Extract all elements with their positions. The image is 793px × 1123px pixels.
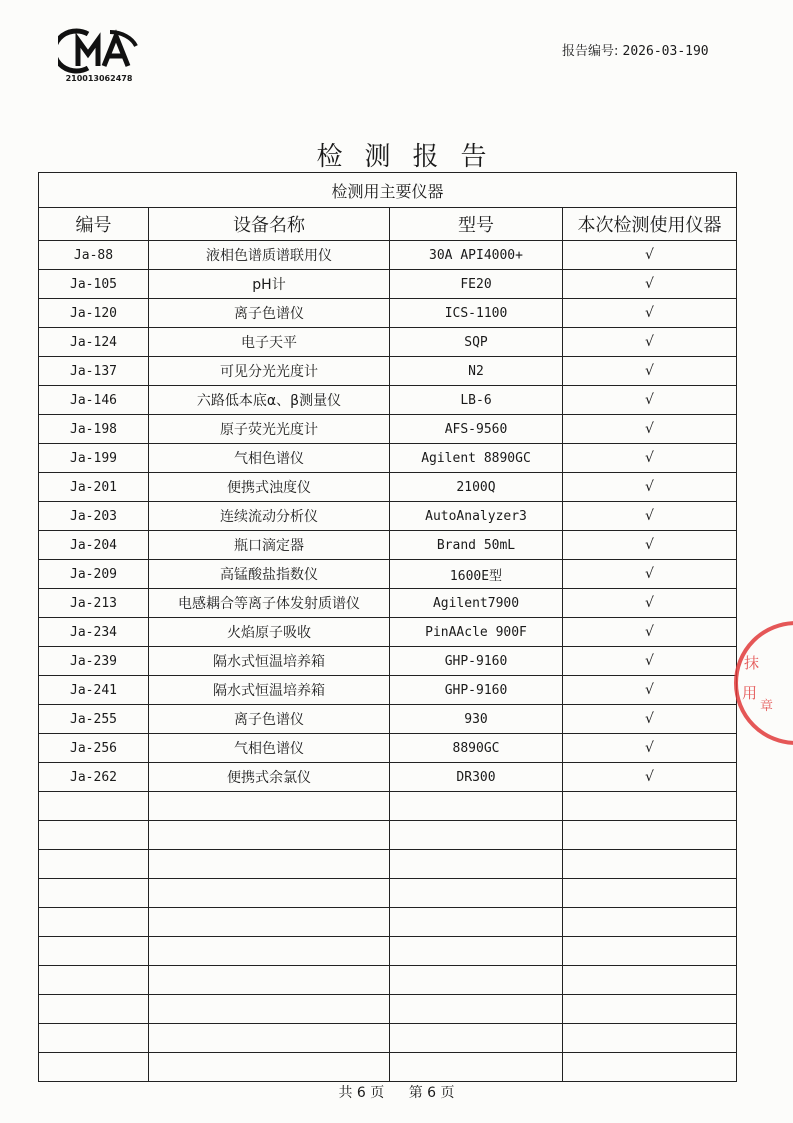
empty-cell (390, 821, 563, 850)
cell-name: 火焰原子吸收 (149, 618, 390, 647)
column-header-used: 本次检测使用仪器 (563, 208, 737, 241)
empty-cell (563, 1024, 737, 1053)
table-row (39, 618, 737, 647)
cell-used: √ (563, 705, 737, 734)
empty-cell (39, 850, 149, 879)
cma-number: 210013062478 (65, 74, 133, 83)
empty-cell (149, 850, 390, 879)
table-row (39, 763, 737, 792)
empty-cell (563, 908, 737, 937)
empty-cell (563, 792, 737, 821)
cell-used: √ (563, 415, 737, 444)
empty-cell (390, 879, 563, 908)
cell-name: 便携式浊度仪 (149, 473, 390, 502)
empty-row (39, 821, 737, 850)
cell-model: AFS-9560 (390, 415, 563, 444)
cell-used: √ (563, 618, 737, 647)
cell-name: 离子色谱仪 (149, 299, 390, 328)
empty-cell (39, 879, 149, 908)
empty-cell (390, 850, 563, 879)
table-row (39, 705, 737, 734)
table-row (39, 270, 737, 299)
cell-name: 电子天平 (149, 328, 390, 357)
empty-cell (149, 966, 390, 995)
cell-used: √ (563, 328, 737, 357)
empty-cell (563, 995, 737, 1024)
cell-used: √ (563, 531, 737, 560)
table-row (39, 444, 737, 473)
cell-name: 可见分光光度计 (149, 357, 390, 386)
table-row (39, 415, 737, 444)
cell-used: √ (563, 734, 737, 763)
empty-cell (390, 937, 563, 966)
column-header-id: 编号 (39, 208, 149, 241)
table-row (39, 241, 737, 270)
cell-model: 930 (390, 705, 563, 734)
cell-id: Ja-239 (39, 647, 149, 676)
cma-logo (58, 28, 140, 90)
empty-row (39, 908, 737, 937)
empty-cell (149, 879, 390, 908)
cell-name: 六路低本底α、β测量仪 (149, 386, 390, 415)
cell-model: N2 (390, 357, 563, 386)
cell-model: GHP-9160 (390, 676, 563, 705)
table-row (39, 531, 737, 560)
empty-cell (39, 995, 149, 1024)
column-header-model: 型号 (390, 208, 563, 241)
table-row (39, 357, 737, 386)
cell-name: pH计 (149, 270, 390, 299)
empty-row (39, 1024, 737, 1053)
table-row (39, 386, 737, 415)
cell-id: Ja-256 (39, 734, 149, 763)
empty-cell (149, 792, 390, 821)
table-row (39, 502, 737, 531)
empty-cell (149, 821, 390, 850)
table-row (39, 328, 737, 357)
cell-id: Ja-204 (39, 531, 149, 560)
table-row (39, 589, 737, 618)
empty-cell (563, 937, 737, 966)
empty-cell (149, 908, 390, 937)
cell-model: Agilent 8890GC (390, 444, 563, 473)
cell-model: DR300 (390, 763, 563, 792)
column-header-name: 设备名称 (149, 208, 390, 241)
table-row (39, 473, 737, 502)
table-caption: 检测用主要仪器 (39, 173, 737, 208)
cell-name: 隔水式恒温培养箱 (149, 676, 390, 705)
cell-model: AutoAnalyzer3 (390, 502, 563, 531)
empty-cell (149, 937, 390, 966)
cell-name: 瓶口滴定器 (149, 531, 390, 560)
cell-id: Ja-203 (39, 502, 149, 531)
cell-id: Ja-120 (39, 299, 149, 328)
document-title: 检测报告 (316, 142, 509, 172)
cell-id: Ja-146 (39, 386, 149, 415)
empty-cell (39, 908, 149, 937)
cell-used: √ (563, 473, 737, 502)
cell-used: √ (563, 763, 737, 792)
cell-model: Brand 50mL (390, 531, 563, 560)
cell-used: √ (563, 676, 737, 705)
cell-model: Agilent7900 (390, 589, 563, 618)
cell-used: √ (563, 589, 737, 618)
empty-cell (390, 792, 563, 821)
empty-cell (563, 850, 737, 879)
table-row (39, 647, 737, 676)
report-number-value: 2026-03-190 (622, 44, 709, 59)
cell-model: 1600E型 (390, 560, 563, 589)
page-footer (0, 1082, 793, 1102)
cell-name: 气相色谱仪 (149, 444, 390, 473)
cell-used: √ (563, 444, 737, 473)
cell-used: √ (563, 270, 737, 299)
cell-id: Ja-262 (39, 763, 149, 792)
svg-text:抹: 抹 (744, 654, 760, 672)
table-caption-row (39, 173, 737, 208)
cell-id: Ja-241 (39, 676, 149, 705)
svg-text:章: 章 (760, 699, 774, 714)
total-pages: 共 6 页 (338, 1085, 385, 1101)
empty-cell (390, 966, 563, 995)
table-row (39, 734, 737, 763)
empty-row (39, 995, 737, 1024)
table-row (39, 299, 737, 328)
cell-name: 液相色谱质谱联用仪 (149, 241, 390, 270)
report-number (562, 40, 709, 59)
instrument-table (38, 172, 737, 1082)
cell-used: √ (563, 299, 737, 328)
table-header-row (39, 208, 737, 241)
empty-cell (149, 995, 390, 1024)
cell-id: Ja-88 (39, 241, 149, 270)
empty-row (39, 966, 737, 995)
empty-cell (390, 995, 563, 1024)
cell-name: 便携式余氯仪 (149, 763, 390, 792)
official-seal-icon (730, 618, 793, 748)
cell-used: √ (563, 357, 737, 386)
empty-cell (149, 1053, 390, 1082)
cell-model: LB-6 (390, 386, 563, 415)
cell-name: 电感耦合等离子体发射质谱仪 (149, 589, 390, 618)
current-page: 第 6 页 (408, 1085, 455, 1101)
svg-text:用: 用 (742, 684, 758, 702)
cell-used: √ (563, 502, 737, 531)
empty-cell (563, 966, 737, 995)
empty-cell (563, 1053, 737, 1082)
cell-model: 8890GC (390, 734, 563, 763)
cell-model: PinAAcle 900F (390, 618, 563, 647)
empty-cell (149, 1024, 390, 1053)
cell-id: Ja-199 (39, 444, 149, 473)
cell-id: Ja-198 (39, 415, 149, 444)
cell-model: ICS-1100 (390, 299, 563, 328)
empty-cell (563, 879, 737, 908)
table-row (39, 676, 737, 705)
cell-model: 2100Q (390, 473, 563, 502)
cell-name: 原子荧光光度计 (149, 415, 390, 444)
cell-used: √ (563, 560, 737, 589)
cell-id: Ja-201 (39, 473, 149, 502)
cell-model: GHP-9160 (390, 647, 563, 676)
empty-cell (39, 792, 149, 821)
empty-row (39, 937, 737, 966)
cell-model: 30A API4000+ (390, 241, 563, 270)
cell-id: Ja-255 (39, 705, 149, 734)
cell-name: 高锰酸盐指数仪 (149, 560, 390, 589)
cell-id: Ja-213 (39, 589, 149, 618)
cell-name: 气相色谱仪 (149, 734, 390, 763)
cell-id: Ja-105 (39, 270, 149, 299)
cell-name: 离子色谱仪 (149, 705, 390, 734)
cell-id: Ja-137 (39, 357, 149, 386)
empty-cell (563, 821, 737, 850)
empty-cell (39, 1053, 149, 1082)
empty-cell (39, 937, 149, 966)
cell-model: FE20 (390, 270, 563, 299)
empty-cell (39, 966, 149, 995)
empty-cell (39, 821, 149, 850)
cell-id: Ja-124 (39, 328, 149, 357)
empty-row (39, 1053, 737, 1082)
empty-row (39, 879, 737, 908)
empty-row (39, 850, 737, 879)
report-number-label: 报告编号: (562, 44, 619, 59)
cell-used: √ (563, 647, 737, 676)
cell-model: SQP (390, 328, 563, 357)
empty-cell (390, 908, 563, 937)
cell-used: √ (563, 241, 737, 270)
table-row (39, 560, 737, 589)
cell-name: 隔水式恒温培养箱 (149, 647, 390, 676)
cell-name: 连续流动分析仪 (149, 502, 390, 531)
empty-cell (390, 1024, 563, 1053)
cell-used: √ (563, 386, 737, 415)
cma-mark-icon (58, 28, 140, 74)
empty-cell (39, 1024, 149, 1053)
cell-id: Ja-234 (39, 618, 149, 647)
cell-id: Ja-209 (39, 560, 149, 589)
empty-row (39, 792, 737, 821)
empty-cell (390, 1053, 563, 1082)
